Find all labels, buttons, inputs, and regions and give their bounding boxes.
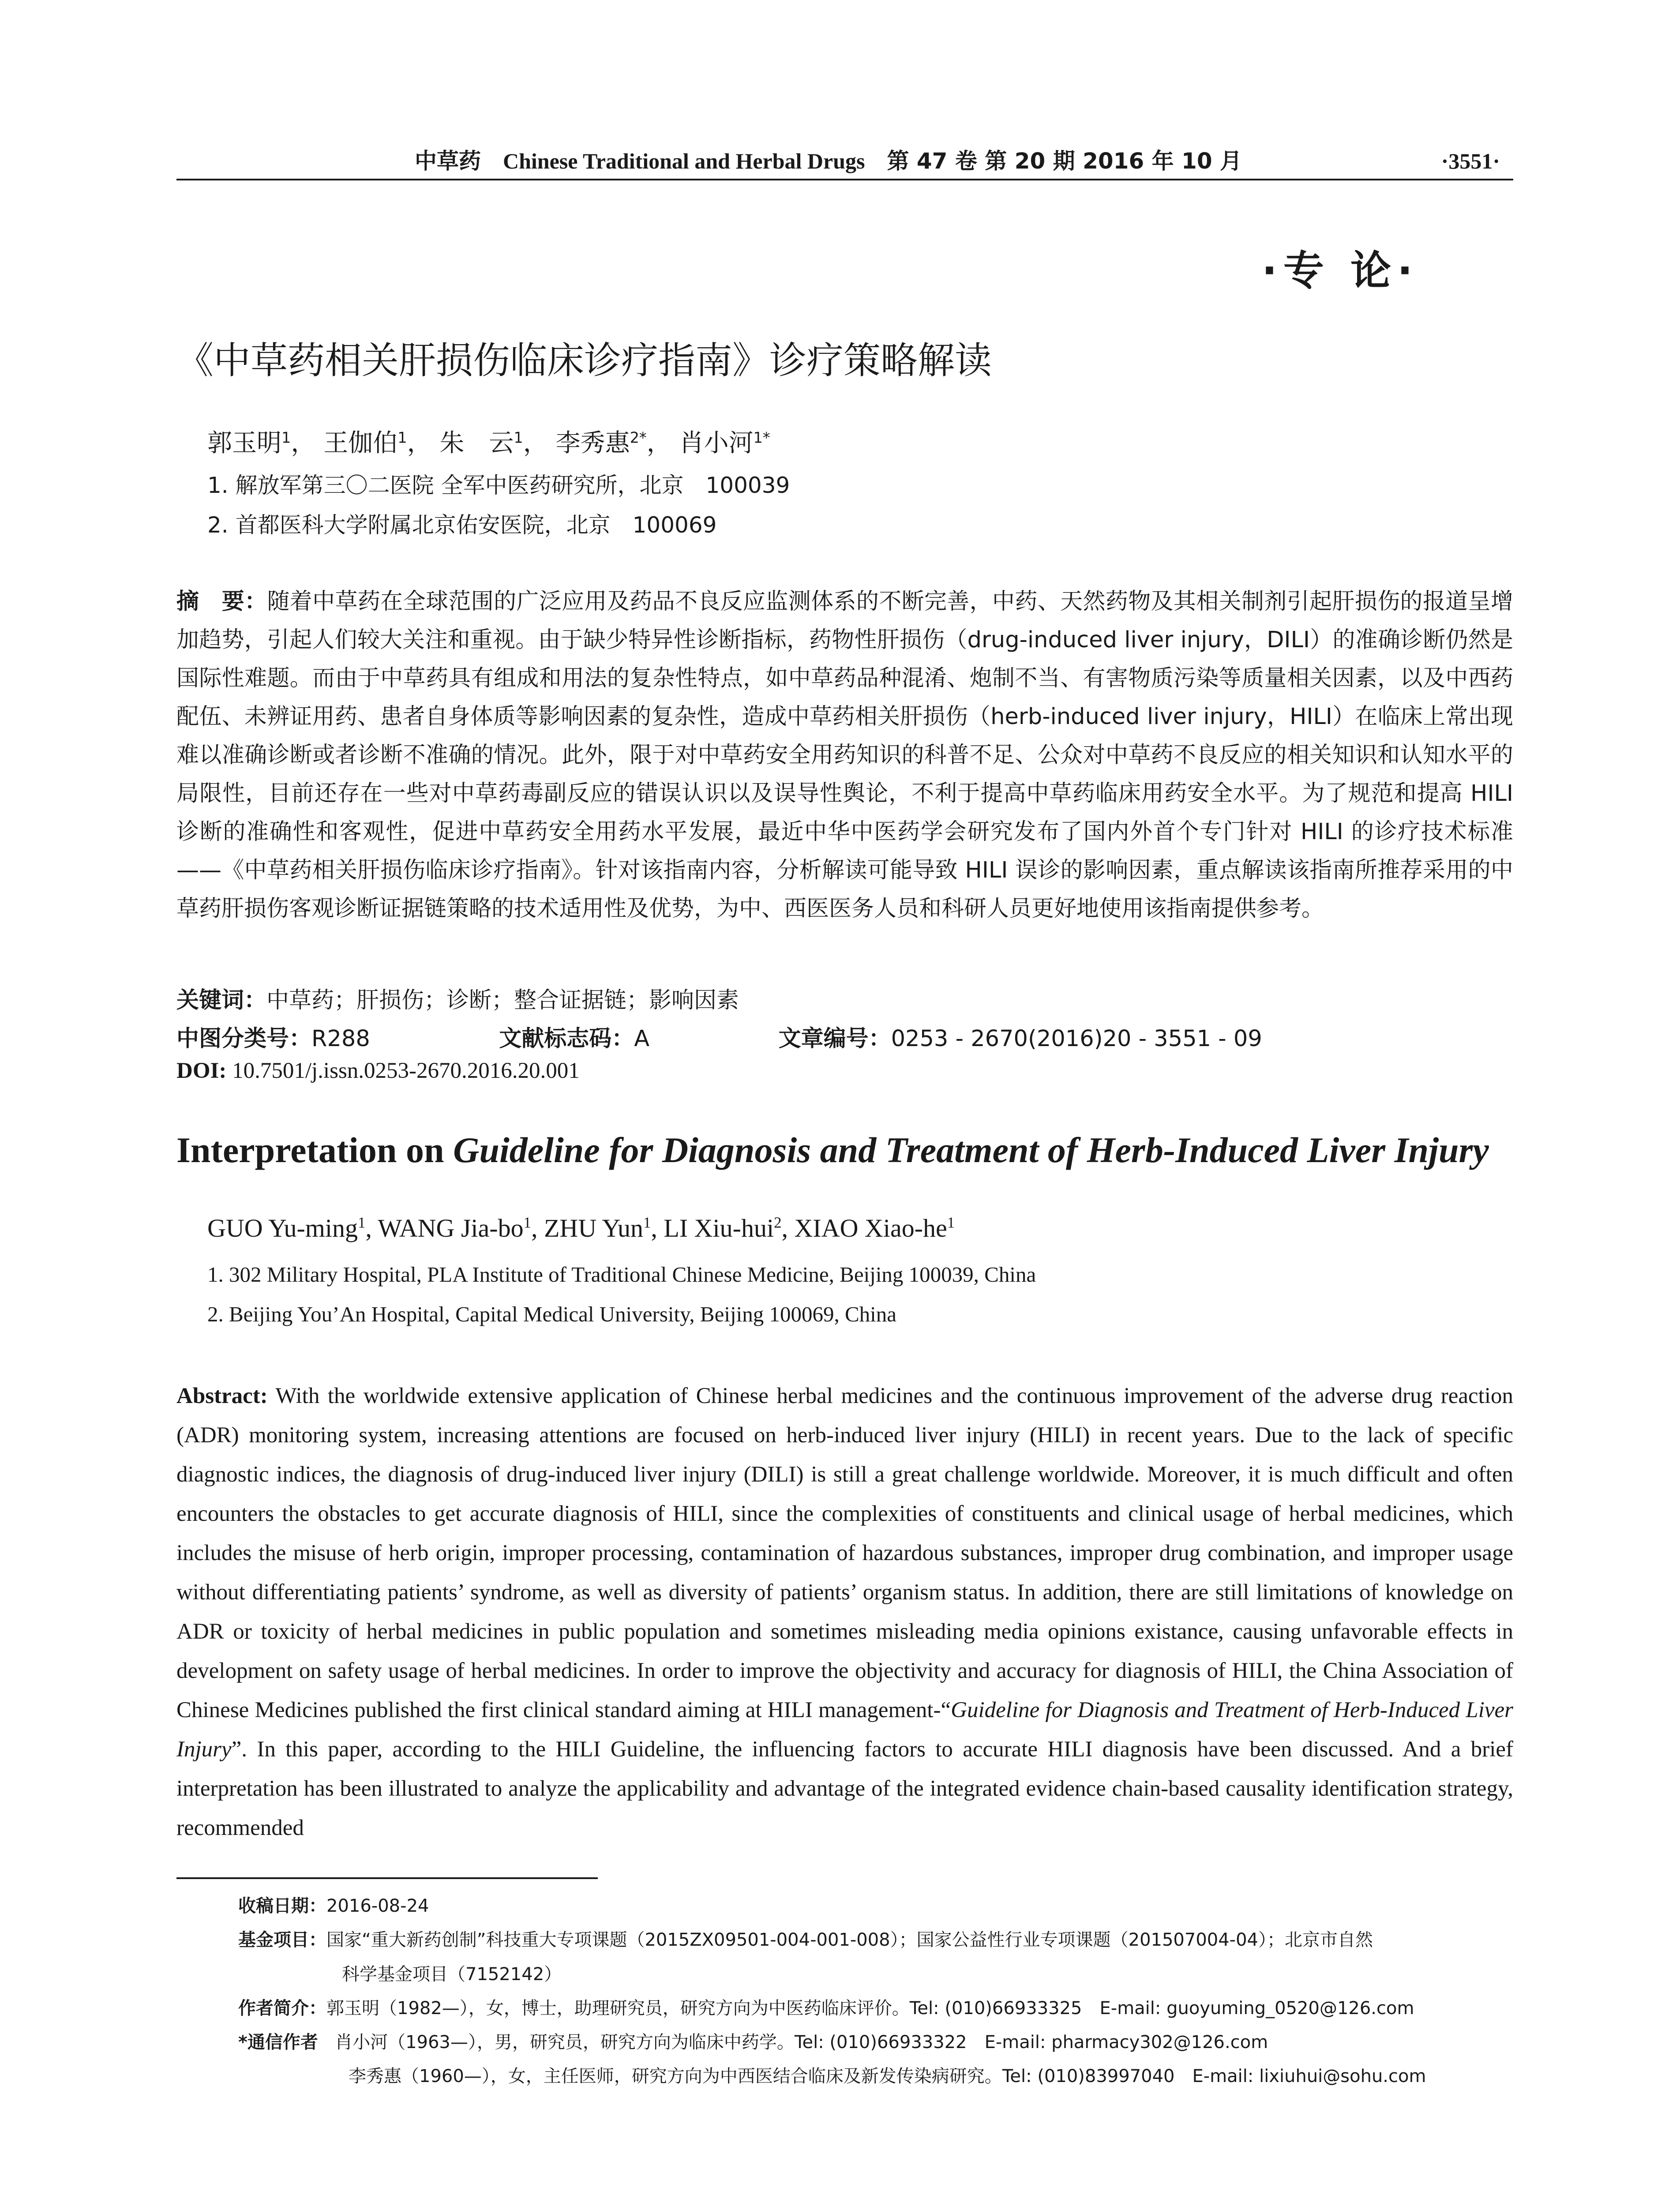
article-title-en-guideline: Guideline for Diagnosis and Treatment of Herb-Induced Liver Injury bbox=[453, 1130, 1489, 1170]
author-affil-mark: 1 bbox=[947, 1214, 955, 1231]
abstract-en-text-2: ”. In this paper, according to the HILI Guideline, the influencing factors to accurate HILI diagnosis have been discussed. And a brief interpretation has been illustrated to analyze the applicability and advantage of the integrated evidence chain-based causality identification strategy, recommended bbox=[176, 1737, 1513, 1840]
author-affil-mark: 1 bbox=[523, 1214, 531, 1231]
author-affil-mark: 2* bbox=[630, 429, 647, 446]
author-affil-mark: 2 bbox=[774, 1214, 782, 1231]
author-name: 李秀惠 bbox=[555, 429, 630, 458]
abstract-en-label: Abstract: bbox=[176, 1384, 268, 1408]
doc-code-label: 文献标志码： bbox=[499, 1026, 634, 1052]
article-title-zh: 《中草药相关肝损伤临床诊疗指南》诊疗策略解读 bbox=[176, 339, 992, 382]
journal-issue: 第 47 卷 第 20 期 2016 年 10 月 bbox=[887, 148, 1242, 174]
author-affil-mark: 1 bbox=[514, 429, 523, 446]
keywords-zh-text: 中草药；肝损伤；诊断；整合证据链；影响因素 bbox=[266, 987, 739, 1013]
author-name-en: GUO Yu-ming bbox=[207, 1214, 358, 1242]
received-date: 2016-08-24 bbox=[326, 1896, 429, 1916]
author-name: 肖小河 bbox=[679, 429, 754, 458]
author-name: 郭玉明 bbox=[207, 429, 281, 458]
author-affil-mark: 1 bbox=[358, 1214, 366, 1231]
abstract-en-text-1: With the worldwide extensive application of Chinese herbal medicines and the continuous improvement of the adverse drug reaction (ADR) monitoring system, increasing attentions are focused on herb-induced liver injury (HILI) in recent years. Due to the lack of specific diagnostic indices, the diagnosis of drug-induced liver injury (DILI) is still a great challenge worldwide. Moreover, it is much difficult and often encounters the obstacles to get accurate diagnosis of HILI, since the complexities of constituents and clinical usage of herbal medicines, which includes the misuse of herb origin, improper processing, contamination of hazardous substances, improper drug combination, and improper usage without differentiating patients’ syndrome, as well as diversity of patients’ organism status. In addition, there are still limitations of knowledge on ADR or toxicity of herbal medicines in public population and sometimes misleading media opinions existance, causing unfavorable effects in development on safety usage of herbal medicines. In order to improve the objectivity and accuracy for diagnosis of HILI, the China Association of Chinese Medicines published the first clinical standard aiming at HILI management-“ bbox=[176, 1384, 1513, 1722]
article-no-value: 0253 - 2670(2016)20 - 3551 - 09 bbox=[891, 1026, 1262, 1052]
journal-name-en: Chinese Traditional and Herbal Drugs bbox=[503, 149, 865, 173]
article-title-en bbox=[176, 1129, 1489, 1171]
author-list-zh: 郭玉明$^1$， 王伽伯$^1$， 朱 云$^1$， 李秀惠$^{2*}$， 肖小河$^{1*}$ bbox=[207, 429, 770, 458]
footnote-corresponding bbox=[238, 2027, 1268, 2058]
footnote-fund-cont: 科学基金项目（7152142） bbox=[342, 1964, 562, 1985]
author-intro-label: 作者简介： bbox=[238, 1998, 326, 2018]
journal-name-cn: 中草药 bbox=[415, 148, 481, 174]
author-name-en: XIAO Xiao-he bbox=[794, 1214, 947, 1242]
author-affil-mark: 1 bbox=[281, 429, 291, 446]
author-name-en: ZHU Yun bbox=[544, 1214, 644, 1242]
author-name: 朱 云 bbox=[439, 429, 514, 458]
article-title-en-prefix: Interpretation on bbox=[176, 1130, 454, 1170]
footnote-author bbox=[238, 1993, 1414, 2024]
running-header-journal bbox=[415, 143, 1242, 179]
fund-text-1: 国家“重大新药创制”科技重大专项课题（2015ZX09501-004-001-008）；国家公益性行业专项课题（201507004-04）；北京市自然 bbox=[326, 1930, 1373, 1950]
abstract-en-guideline: Guideline for Diagnosis and Treatment of Herb-Induced Liver Injury bbox=[176, 1698, 1513, 1762]
footnote-corresponding-2: 李秀惠（1960—），女，主任医师，研究方向为中西医结合临床及新发传染病研究。Tel: (010)83997040 E-mail: lixiuhui@sohu.com bbox=[349, 2066, 1426, 2086]
fund-label: 基金项目： bbox=[238, 1930, 326, 1950]
header-rule bbox=[176, 179, 1513, 180]
affiliation-en-1: 1. 302 Military Hospital, PLA Institute of Traditional Chinese Medicine, Beijing 100039, China bbox=[207, 1262, 1036, 1287]
page-number: ·3551· bbox=[1441, 149, 1500, 173]
abstract-zh-label: 摘 要： bbox=[176, 589, 267, 615]
running-header bbox=[176, 143, 1513, 179]
received-label: 收稿日期： bbox=[238, 1896, 326, 1916]
affiliation-en-2: 2. Beijing You’An Hospital, Capital Medical University, Beijing 100069, China bbox=[207, 1302, 896, 1326]
author-list-en: GUO Yu-ming$^1$, WANG Jia-$bo^1$, ZHU Yun$^1$, LI Xiu-hui$^2$, XIAO Xiao-$he^1$ bbox=[207, 1214, 955, 1242]
section-label: ·专 论· bbox=[1262, 247, 1419, 294]
footnote-fund bbox=[238, 1925, 1373, 1955]
doi-label: DOI: bbox=[176, 1058, 227, 1083]
author-intro-text: 郭玉明（1982—），女，博士，助理研究员，研究方向为中医药临床评价。Tel: (010)66933325 E-mail: guoyuming_0520@126.com bbox=[326, 1998, 1414, 2018]
author-affil-mark: 1* bbox=[753, 429, 770, 446]
author-name-en: LI Xiu-hui bbox=[664, 1214, 774, 1242]
abstract-zh bbox=[176, 582, 1513, 928]
footnote-rule bbox=[176, 1877, 598, 1879]
author-name-en: WANG Jia-bo bbox=[378, 1214, 524, 1242]
article-no-label: 文章编号： bbox=[778, 1026, 891, 1052]
doc-code-value: A bbox=[634, 1026, 650, 1052]
abstract-en bbox=[176, 1377, 1513, 1848]
clc-label: 中图分类号： bbox=[176, 1026, 312, 1052]
clc-value: R288 bbox=[311, 1026, 370, 1052]
affiliation-zh-2: 2. 首都医科大学附属北京佑安医院，北京 100069 bbox=[207, 512, 717, 538]
author-name: 王伽伯 bbox=[323, 429, 398, 458]
classification-line bbox=[176, 1020, 1262, 1053]
keywords-zh bbox=[176, 982, 739, 1014]
footnote-received bbox=[238, 1891, 429, 1921]
author-affil-mark: 1 bbox=[643, 1214, 651, 1231]
affiliation-zh-1: 1. 解放军第三〇二医院 全军中医药研究所，北京 100039 bbox=[207, 473, 790, 498]
abstract-zh-text: 随着中草药在全球范围的广泛应用及药品不良反应监测体系的不断完善，中药、天然药物及其相关制剂引起肝损伤的报道呈增加趋势，引起人们较大关注和重视。由于缺少特异性诊断指标，药物性肝损伤（drug-induced liver injury，DILI）的准确诊断仍然是国际性难题。而由于中草药具有组成和用法的复杂性特点，如中草药品种混淆、炮制不当、有害物质污染等质量相关因素，以及中西药配伍、未辨证用药、患者自身体质等影响因素的复杂性，造成中草药相关肝损伤（herb-induced liver injury，HILI）在临床上常出现难以准确诊断或者诊断不准确的情况。此外，限于对中草药安全用药知识的科普不足、公众对中草药不良反应的相关知识和认知水平的局限性，目前还存在一些对中草药毒副反应的错误认识以及误导性舆论，不利于提高中草药临床用药安全水平。为了规范和提高 HILI 诊断的准确性和客观性，促进中草药安全用药水平发展，最近中华中医药学会研究发布了国内外首个专门针对 HILI 的诊疗技术标准——《中草药相关肝损伤临床诊疗指南》。针对该指南内容，分析解读可能导致 HILI 误诊的影响因素，重点解读该指南所推荐采用的中草药肝损伤客观诊断证据链策略的技术适用性及优势，为中、西医医务人员和科研人员更好地使用该指南提供参考。 bbox=[176, 589, 1513, 922]
doi-value: 10.7501/j.issn.0253-2670.2016.20.001 bbox=[232, 1058, 580, 1083]
doi-line bbox=[176, 1058, 580, 1084]
keywords-zh-label: 关键词： bbox=[176, 987, 267, 1013]
author-affil-mark: 1 bbox=[398, 429, 407, 446]
corresponding-label: *通信作者 bbox=[238, 2032, 318, 2052]
corresponding-author-1: 肖小河（1963—），男，研究员，研究方向为临床中药学。Tel: (010)66933322 E-mail: pharmacy302@126.com bbox=[335, 2032, 1268, 2052]
